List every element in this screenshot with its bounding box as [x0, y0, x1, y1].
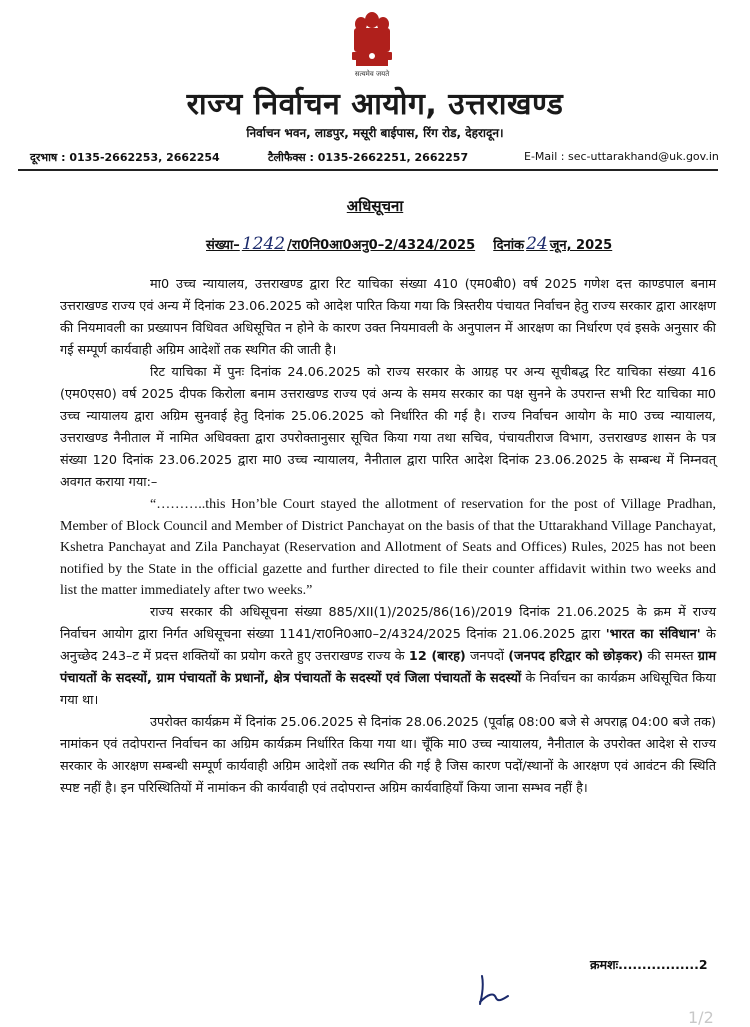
date-day-handwritten: 24: [526, 234, 548, 254]
paragraph-1: मा0 उच्च न्यायालय, उत्तराखण्ड द्वारा रिट याचिका संख्या 410 (एम0बी0) वर्ष 2025 गणेश दत्त काण्डपाल बनाम उत्तराखण्ड राज्य एवं अन्य में दिनांक 23.06.2025 को आदेश पारित किया गया कि त्रिस्तरीय पंचायत निर्वाचन हेतु राज्य सरकार द्वारा आरक्षण की नियमावली का प्रख्यापन विधिवत अधिसूचित न होने के कारण उक्त नियमावली के अनुपालन में आरक्षण का निर्धारण एवं इसके अनुसार की गई सम्पूर्ण कार्यवाही अग्रिम आदेशों तक स्थगित की जाती है।: [60, 277, 716, 358]
continued-marker: क्रमशः.................2: [590, 957, 708, 972]
paragraph-4: उपरोक्त कार्यक्रम में दिनांक 25.06.2025 से दिनांक 28.06.2025 (पूर्वाह्न 08:00 बजे से अपराह्न 04:00 बजे तक) नामांकन एवं तदोपरान्त निर्वाचन का अग्रिम कार्यक्रम निर्धारित किया गया था। चूँकि मा0 उच्च न्यायालय, नैनीताल के उपरोक्त आदेश से राज्य सरकार के आरक्षण सम्बन्धी सम्पूर्ण कार्यवाही अग्रिम आदेशों तक स्थगित की गई है जिस कारण पदों/स्थानों के आरक्षण एवं आवंटन की स्थिति स्पष्ट नहीं है। इन परिस्थितियों में नामांकन की कार्यवाही एवं तदोपरान्त अग्रिम कार्यवाहियाँ किया जाना सम्भव नहीं है।: [60, 714, 716, 796]
organization-address: निर्वाचन भवन, लाडपुर, मसूरी बाईपास, रिंग रोड, देहरादून।: [246, 126, 504, 140]
state-emblem-icon: [342, 6, 402, 80]
paragraph-3: राज्य सरकार की अधिसूचना संख्या 885/XII(1)/2025/86(16)/2019 दिनांक 21.06.2025 के क्रम में राज्य निर्वाचन आयोग द्वारा निर्गत अधिसूचना संख्या 1141/रा0नि0आ0–2/4324/2025 दिनांक 21.06.2025 द्वारा 'भारत का संविधान' के अनुच्छेद 243–ट में प्रदत्त शक्तियों का प्रयोग करते हुए उत्तराखण्ड राज्य के 12 (बारह) जनपदों (जनपद हरिद्वार को छोड़कर) की समस्त ग्राम पंचायतों के सदस्यों, ग्राम पंचायतों के प्रधानों, क्षेत्र पंचायतों के सदस्यों एवं जिला पंचायतों के सदस्यों के निर्वाचन का कार्यक्रम अधिसूचित किया गया था।: [60, 604, 716, 708]
reference-prefix: संख्या–: [206, 238, 240, 253]
court-order-quote: “………..this Hon’ble Court stayed the allotment of reservation for the post of Village Pradhan, Member of Block Council and Member of District Panchayat on the basis of that the Uttarakhand Village Panchayat, Kshetra Panchayat and Zila Panchayat (Reservation and Allotment of Seats and Offices) Rules, 2025 has not been notified by the State in the official gazette and further directed to file their counter affidavit within two weeks and list the matter immediately after two weeks.”: [60, 497, 716, 598]
signature-icon: [474, 972, 514, 1008]
phone-number: दूरभाष : 0135-2662253, 2662254: [30, 151, 220, 164]
fax-number: टैलीफैक्स : 0135-2662251, 2662257: [268, 151, 469, 164]
reference-line: [206, 234, 612, 254]
notification-heading: अधिसूचना: [346, 197, 404, 215]
page-indicator: 1/2: [688, 1008, 714, 1027]
date-prefix: दिनांक: [493, 238, 525, 253]
date-suffix: जून, 2025: [549, 238, 613, 253]
organization-title: राज्य निर्वाचन आयोग, उत्तराखण्ड: [186, 87, 564, 122]
notification-body: [60, 274, 716, 800]
paragraph-2: रिट याचिका में पुनः दिनांक 24.06.2025 को राज्य सरकार के आग्रह पर अन्य सूचीबद्ध रिट याचिका संख्या 416 (एम0एस0) वर्ष 2025 दीपक किरोला बनाम उत्तराखण्ड राज्य एवं अन्य के समय सरकार का पक्ष सुनने के उपरान्त सभी रिट याचिका मा0 उच्च न्यायालय द्वारा अग्रिम सुनवाई हेतु दिनांक 25.06.2025 को निर्धारित की गई है। राज्य निर्वाचन आयोग के मा0 उच्च न्यायालय, उत्तराखण्ड नैनीताल में नामित अधिवक्ता द्वारा उपरोक्तानुसार सूचित किया गया तथा सचिव, पंचायतीराज विभाग, उत्तराखण्ड शासन के पत्र संख्या 120 दिनांक 23.06.2025 द्वारा मा0 उच्च न्यायालय, नैनीताल द्वारा पारित आदेश दिनांक 23.06.2025 के सम्बन्ध में निम्नवत् अवगत कराया गया:–: [60, 365, 716, 490]
emblem-motto: सत्यमेव जयते: [354, 70, 390, 78]
header-divider: [18, 169, 718, 171]
email-address: E-Mail : sec-uttarakhand@uk.gov.in: [524, 150, 719, 163]
reference-number-handwritten: 1242: [241, 234, 286, 254]
reference-suffix: /रा0नि0आ0अनु0–2/4324/2025: [287, 238, 476, 253]
